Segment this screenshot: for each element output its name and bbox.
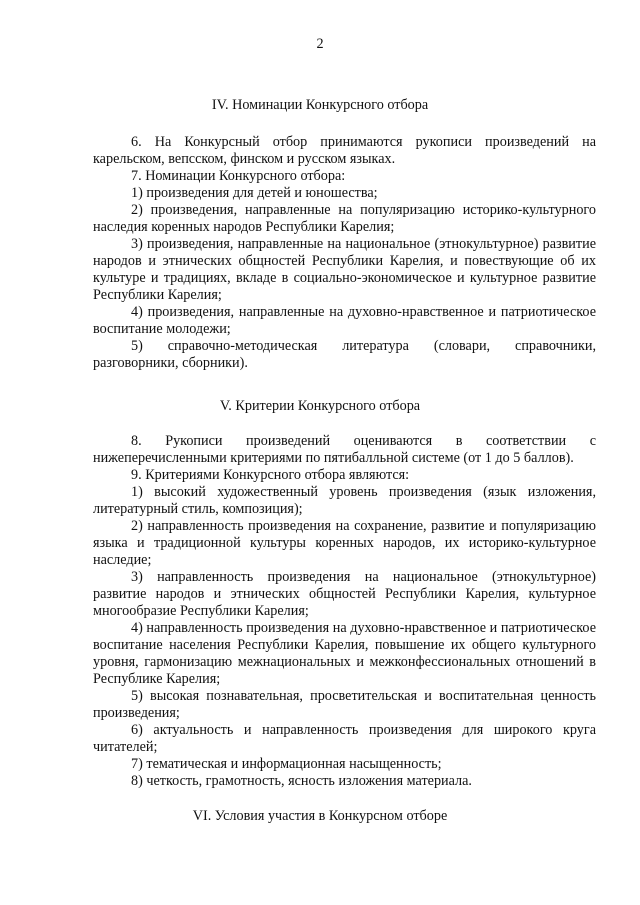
- paragraph: 4) произведения, направленные на духовно-нравственное и патриотическое воспитание молодежи;: [93, 304, 596, 337]
- paragraph: 3) направленность произведения на национальное (этнокультурное) развитие народов и этнических общностей Республики Карелия, культурное многообразие Республики Карелия;: [93, 569, 596, 619]
- paragraph: 8. Рукописи произведений оцениваются в соответствии с нижеперечисленными критериями по пятибалльной системе (от 1 до 5 баллов).: [93, 433, 596, 466]
- section-5-body: [93, 433, 596, 790]
- paragraph: 2) направленность произведения на сохранение, развитие и популяризацию языка и традиционной культуры коренных народов, их историко-культурное наследие;: [93, 518, 596, 568]
- paragraph: 8) четкость, грамотность, ясность изложения материала.: [131, 773, 472, 789]
- paragraph: 5) высокая познавательная, просветительская и воспитательная ценность произведения;: [93, 688, 596, 721]
- paragraph: 7) тематическая и информационная насыщенность;: [131, 756, 442, 772]
- section-5-heading: V. Критерии Конкурсного отбора: [219, 398, 421, 414]
- section-6-heading: VI. Условия участия в Конкурсном отборе: [192, 808, 448, 824]
- paragraph: 6) актуальность и направленность произведения для широкого круга читателей;: [93, 722, 596, 755]
- paragraph: 1) высокий художественный уровень произведения (язык изложения, литературный стиль, композиция);: [93, 484, 596, 517]
- paragraph: 1) произведения для детей и юношества;: [131, 185, 378, 201]
- paragraph: 3) произведения, направленные на национальное (этнокультурное) развитие народов и этнических общностей Республики Карелия, и повествующие об их культуре и традициях, вкладе в социально-экономическое и культурное развитие Республики Карелия;: [93, 236, 596, 303]
- page-number: 2: [316, 36, 324, 52]
- paragraph: 5) справочно-методическая литература (словари, справочники, разговорники, сборники).: [93, 338, 596, 371]
- section-4-heading: IV. Номинации Конкурсного отбора: [211, 97, 429, 113]
- paragraph: 7. Номинации Конкурсного отбора:: [131, 168, 346, 184]
- paragraph: 6. На Конкурсный отбор принимаются рукописи произведений на карельском, вепсском, финском и русском языках.: [93, 134, 596, 167]
- section-4-body: [93, 134, 596, 372]
- paragraph: 9. Критериями Конкурсного отбора являются:: [131, 467, 410, 483]
- paragraph: 4) направленность произведения на духовно-нравственное и патриотическое воспитание населения Республики Карелия, повышение их общего культурного уровня, гармонизацию межнациональных и межконфессиональных отношений в Республике Карелия;: [93, 620, 596, 687]
- paragraph: 2) произведения, направленные на популяризацию историко-культурного наследия коренных народов Республики Карелия;: [93, 202, 596, 235]
